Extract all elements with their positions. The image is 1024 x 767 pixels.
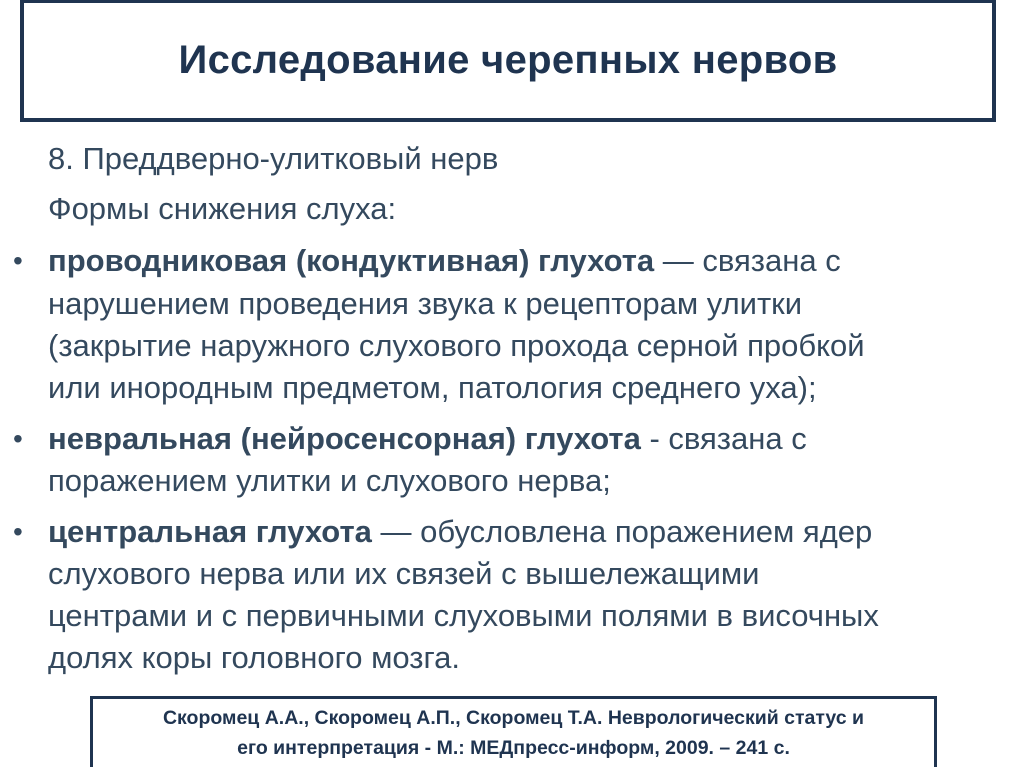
item-term: проводниковая (кондуктивная) глухота [48, 243, 655, 278]
list-item [48, 418, 807, 459]
item-text: или инородным предметом, патология среднего уха); [48, 370, 817, 405]
item-text: — обусловлена поражением ядер [371, 514, 873, 549]
item-text: поражением улитки и слухового нерва; [48, 463, 611, 498]
bullet-icon: • [13, 423, 23, 454]
reference-line: его интерпретация - М.: МЕДпресс-информ, 2009. – 241 с. [237, 737, 790, 759]
slide-title: Исследование черепных нервов [178, 38, 838, 82]
item-text: центрами и с первичными слуховыми полями в височных [48, 598, 879, 633]
bullet-icon: • [13, 245, 23, 276]
item-text: — связана с [654, 243, 841, 278]
forms-label: Формы снижения слуха: [48, 191, 397, 226]
list-item [48, 240, 841, 281]
item-text: долях коры головного мозга. [48, 640, 460, 675]
item-text: слухового нерва или их связей с вышележащими [48, 556, 760, 591]
list-item [48, 511, 872, 552]
reference-line: Скоромец А.А., Скоромец А.П., Скоромец Т.А. Неврологический статус и [162, 707, 865, 729]
subheading: 8. Преддверно-улитковый нерв [48, 141, 499, 176]
item-term: невральная (нейросенсорная) глухота [48, 421, 641, 456]
title-box [20, 0, 996, 122]
reference-box [90, 696, 937, 767]
item-term: центральная глухота [48, 514, 372, 549]
item-text: (закрытие наружного слухового прохода серной пробкой [48, 328, 865, 363]
item-text: - связана с [640, 421, 807, 456]
bullet-icon: • [13, 516, 23, 547]
item-text: нарушением проведения звука к рецепторам улитки [48, 286, 803, 321]
